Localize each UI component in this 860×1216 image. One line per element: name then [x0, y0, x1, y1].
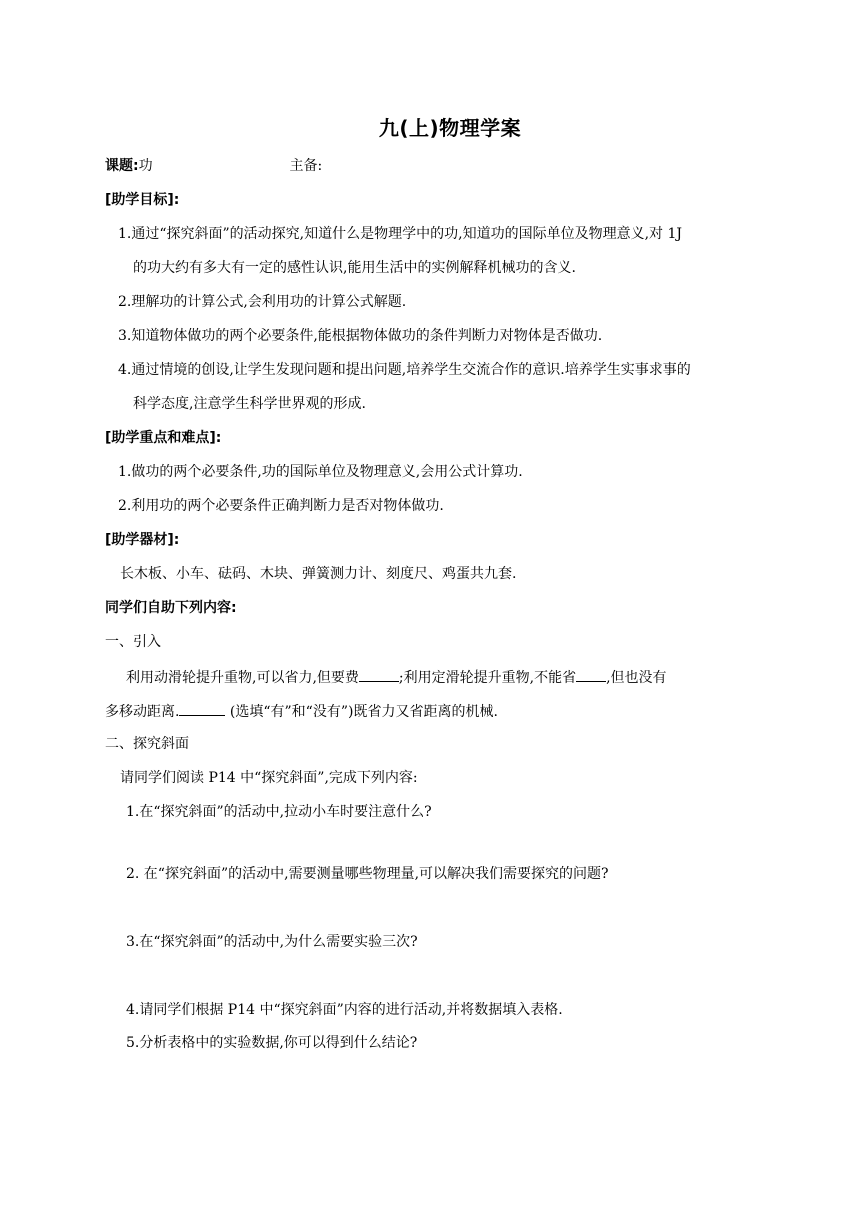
goals-heading: [助学目标]:	[105, 192, 180, 208]
question-1: 1.在“探究斜面”的活动中,拉动小车时要注意什么?	[126, 804, 432, 820]
blank-fill-1[interactable]	[359, 666, 399, 682]
goal-item-2: 2.理解功的计算公式,会利用功的计算公式解题.	[118, 294, 407, 310]
goal-item-1-cont: 的功大约有多大有一定的感性认识,能用生活中的实例解释机械功的含义.	[133, 260, 576, 276]
intro-text-2: ;利用定滑轮提升重物,不能省	[398, 670, 577, 686]
equipment-text: 长木板、小车、砝码、木块、弹簧测力计、刻度尺、鸡蛋共九套.	[120, 566, 517, 582]
intro-text-4: 多移动距离.	[105, 704, 180, 720]
self-study-heading: 同学们自助下列内容:	[105, 600, 237, 616]
subject-value: 功	[138, 158, 153, 174]
intro-text-5: (选填“有”和“没有”)既省力又省距离的机械.	[225, 704, 498, 720]
intro-text-1: 利用动滑轮提升重物,可以省力,但要费	[126, 670, 359, 686]
key-point-1: 1.做功的两个必要条件,功的国际单位及物理意义,会用公式计算功.	[118, 464, 523, 480]
question-2: 2. 在“探究斜面”的活动中,需要测量哪些物理量,可以解决我们需要探究的问题?	[126, 866, 609, 882]
goal-item-4: 4.通过情境的创设,让学生发现问题和提出问题,培养学生交流合作的意识.培养学生实事求事的	[118, 362, 691, 378]
intro-paragraph-line2	[105, 700, 498, 722]
meta-line	[105, 156, 322, 176]
equipment-heading: [助学器材]:	[105, 532, 180, 548]
intro-paragraph-line1	[126, 666, 667, 688]
incline-lead: 请同学们阅读 P14 中“探究斜面”,完成下列内容:	[120, 770, 418, 786]
key-points-heading: [助学重点和难点]:	[105, 430, 222, 446]
blank-fill-3[interactable]	[179, 700, 225, 716]
question-5: 5.分析表格中的实验数据,你可以得到什么结论?	[126, 1035, 418, 1051]
goal-item-1: 1.通过“探究斜面”的活动探究,知道什么是物理学中的功,知道功的国际单位及物理意义,对 1J	[118, 226, 682, 242]
subject-label: 课题:	[105, 158, 139, 174]
goal-item-3: 3.知道物体做功的两个必要条件,能根据物体做功的条件判断力对物体是否做功.	[118, 328, 603, 344]
goal-item-4-cont: 科学态度,注意学生科学世界观的形成.	[133, 396, 366, 412]
intro-text-3: ,但也没有	[606, 670, 667, 686]
question-4: 4.请同学们根据 P14 中“探究斜面”内容的进行活动,并将数据填入表格.	[126, 1002, 563, 1018]
author-label: 主备:	[289, 158, 323, 174]
incline-heading: 二、探究斜面	[105, 736, 189, 752]
page-title: 九(上)物理学案	[378, 116, 522, 140]
intro-heading: 一、引入	[105, 634, 161, 650]
question-3: 3.在“探究斜面”的活动中,为什么需要实验三次?	[126, 934, 418, 950]
key-point-2: 2.利用功的两个必要条件正确判断力是否对物体做功.	[118, 498, 444, 514]
blank-fill-2[interactable]	[576, 666, 606, 682]
